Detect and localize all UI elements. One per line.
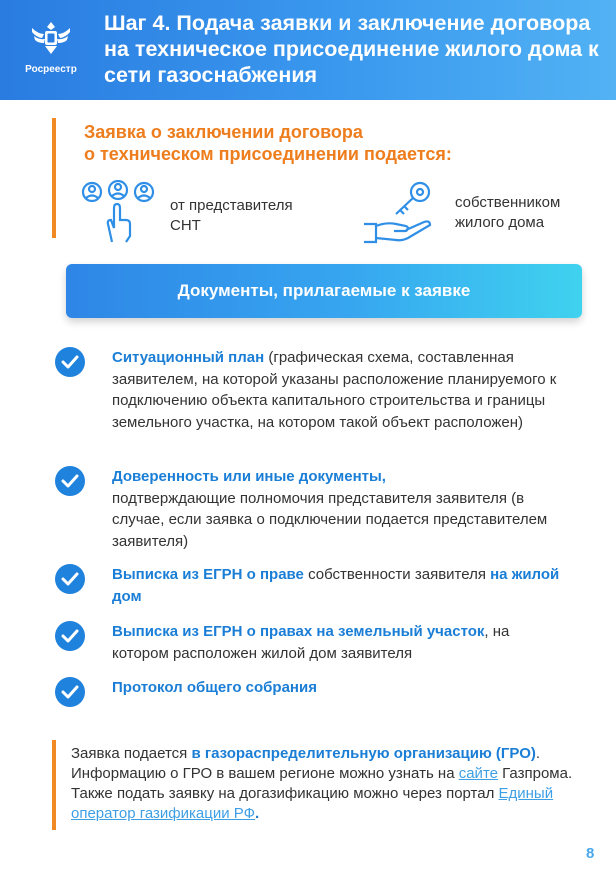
- orange-accent-bar: [52, 118, 56, 238]
- key-hand-icon: [362, 178, 438, 249]
- option1-line1: от представителя: [170, 197, 293, 214]
- header-banner: [0, 0, 616, 100]
- note-text: [71, 744, 601, 824]
- check-icon: [55, 347, 85, 377]
- documents-heading-button: Документы, прилагаемые к заявке: [66, 264, 582, 318]
- request-heading-line1: Заявка о заключении договора: [84, 122, 363, 142]
- document-title: Протокол общего собрания: [112, 679, 317, 696]
- logo-text: Росреестр: [25, 64, 77, 75]
- document-title: Доверенность или иные документы,: [112, 468, 386, 485]
- check-icon: [55, 621, 85, 651]
- note-highlight: в газораспределительную организацию (ГРО): [191, 745, 536, 762]
- document-desc: подтверждающие полномочия представителя заявителя (в случае, если заявка о подключении подается представителем заявителя): [112, 489, 548, 550]
- document-text: [112, 677, 562, 699]
- gazprom-site-link[interactable]: сайте: [458, 765, 498, 782]
- check-icon: [55, 564, 85, 594]
- option2-line1: собственником: [455, 194, 561, 211]
- document-desc: (графическая схема, составленная заявителем, на которой указаны расположение планируемого к подключению объекта капитального строительства и границы земельного участка, на котором такой объект расположен): [112, 349, 557, 431]
- note-part: Заявка подается: [71, 745, 192, 762]
- people-hand-icon: [80, 180, 156, 249]
- document-title: Выписка из ЕГРН о праве: [112, 566, 304, 583]
- document-title: Ситуационный план: [112, 349, 265, 366]
- option-snt-representative: [170, 196, 293, 236]
- option1-line2: СНТ: [170, 217, 201, 234]
- document-desc: , на котором расположен жилой дом заявителя: [112, 623, 510, 662]
- check-icon: [55, 466, 85, 496]
- eagle-emblem-icon: [28, 18, 74, 58]
- request-heading-line2: о техническом присоединении подается:: [84, 144, 452, 164]
- page-number: 8: [586, 845, 595, 862]
- gas-operator-portal-link[interactable]: Единый оператор газификации РФ: [71, 785, 554, 822]
- orange-accent-bar: [52, 740, 56, 830]
- option-house-owner: [455, 193, 560, 233]
- document-text: [112, 564, 562, 607]
- document-text: [112, 466, 562, 552]
- document-title: Выписка из ЕГРН о правах на земельный участок: [112, 623, 485, 640]
- document-desc: собственности заявителя: [303, 566, 491, 583]
- check-icon: [55, 677, 85, 707]
- note-part: . Информацию о ГРО в вашем регионе можно узнать на: [71, 745, 541, 782]
- document-text: [112, 347, 562, 433]
- document-title-end: на жилой дом: [112, 566, 560, 605]
- request-heading: [84, 121, 554, 165]
- note-part: .: [255, 805, 260, 822]
- page-title: Шаг 4. Подача заявки и заключение договора на техническое присоединение жилого дома к сети газоснабжения: [104, 11, 599, 87]
- note-part: Газпрома. Также подать заявку на догазификацию можно через портал: [71, 765, 573, 802]
- option2-line2: жилого дома: [455, 214, 545, 231]
- document-text: [112, 621, 562, 664]
- rosreestr-logo: [14, 18, 88, 75]
